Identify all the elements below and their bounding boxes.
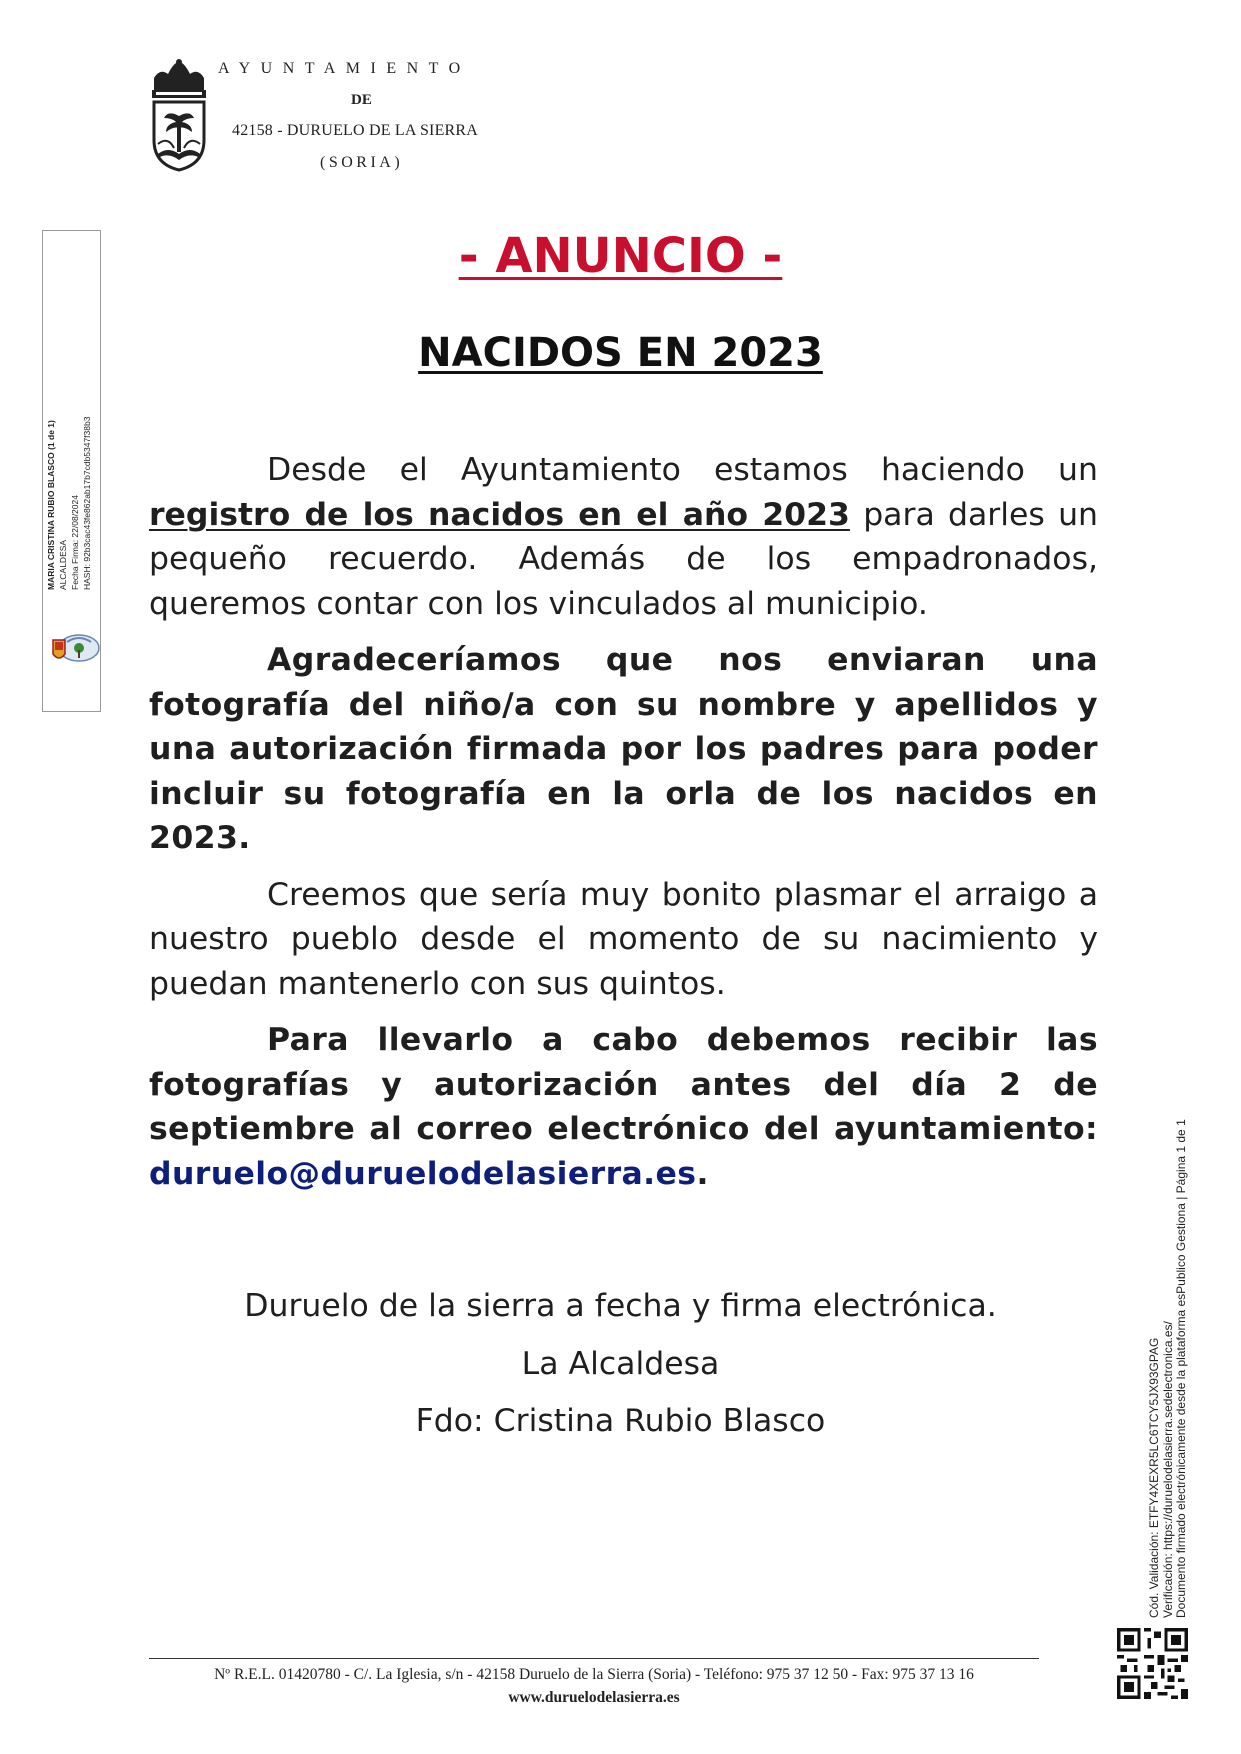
coat-of-arms-icon	[148, 58, 210, 174]
stamp-hash: HASH: 92b3cac43fe862ab17b7cdb5347f38b3	[82, 416, 92, 590]
stamp-signer-name: MARIA CRISTINA RUBIO BLASCO (1 de 1)	[46, 420, 56, 590]
email-link[interactable]: duruelo@duruelodelasierra.es	[149, 1155, 697, 1192]
closing-date-line: Duruelo de la sierra a fecha y firma electrónica.	[244, 1288, 997, 1324]
qr-code-icon	[1117, 1628, 1188, 1699]
verification-note: Documento firmado electrónicamente desde la plataforma esPublico Gestiona | Página 1 de 1	[1174, 1119, 1188, 1618]
paragraph-1-text-b: para darles un pequeño recuerdo. Además de los empadronados, queremos contar con los vinculados al municipio.	[149, 496, 1098, 622]
paragraph-4-text: Para llevarlo a cabo debemos recibir las fotografías y autorización antes del día 2 de septiembre al correo electrónico del ayuntamiento:	[149, 1022, 1098, 1147]
footer-divider	[149, 1658, 1039, 1659]
municipal-seal-icon	[49, 630, 101, 666]
closing-role: La Alcaldesa	[521, 1346, 720, 1382]
stamp-signer-role: ALCALDESA	[58, 539, 68, 590]
closing-signature: Fdo: Cristina Rubio Blasco	[415, 1403, 826, 1439]
paragraph-1	[149, 448, 1098, 626]
signature-stamp-text	[45, 417, 93, 590]
footer-address: Nº R.E.L. 01420780 - C/. La Iglesia, s/n - 42158 Duruelo de la Sierra (Soria) - Teléfono: 975 37 12 50 - Fax: 975 37 13 16	[214, 1666, 974, 1683]
letterhead-line-3: 42158 - DURUELO DE LA SIERRA	[232, 122, 479, 139]
announcement-subtitle: NACIDOS EN 2023	[418, 330, 823, 376]
paragraph-4-end: .	[696, 1155, 709, 1192]
paragraph-2: Agradeceríamos que nos enviaran una fotografía del niño/a con su nombre y apellidos y una autorización firmada por los padres para poder incluir su fotografía en la orla de los nacidos en 2023.	[149, 642, 1098, 856]
announcement-body	[149, 448, 1098, 1208]
paragraph-1-highlight: registro de los nacidos en el año 2023	[149, 496, 850, 533]
verification-url: Verificación: https://duruelodelasierra.sedelectronica.es/	[1160, 1321, 1175, 1618]
letterhead-line-2: DE	[351, 92, 372, 108]
letterhead-line-4: (SORIA)	[320, 154, 404, 171]
verification-code: Cód. Validación: ETFY4XEXR5LC6TCY5JX93GPAG	[1147, 1337, 1161, 1618]
paragraph-4	[149, 1018, 1098, 1196]
announcement-title: - ANUNCIO -	[458, 228, 783, 284]
paragraph-1-text-a: Desde el Ayuntamiento estamos haciendo un	[267, 452, 1098, 488]
letterhead-line-1: AYUNTAMIENTO	[218, 60, 471, 77]
verification-text	[1148, 1119, 1189, 1618]
stamp-sign-date: Fecha Firma: 22/08/2024	[70, 495, 80, 590]
paragraph-3: Creemos que sería muy bonito plasmar el arraigo a nuestro pueblo desde el momento de su nacimiento y puedan mantenerlo con sus quintos.	[149, 876, 1098, 1002]
footer-website[interactable]: www.duruelodelasierra.es	[508, 1689, 680, 1706]
